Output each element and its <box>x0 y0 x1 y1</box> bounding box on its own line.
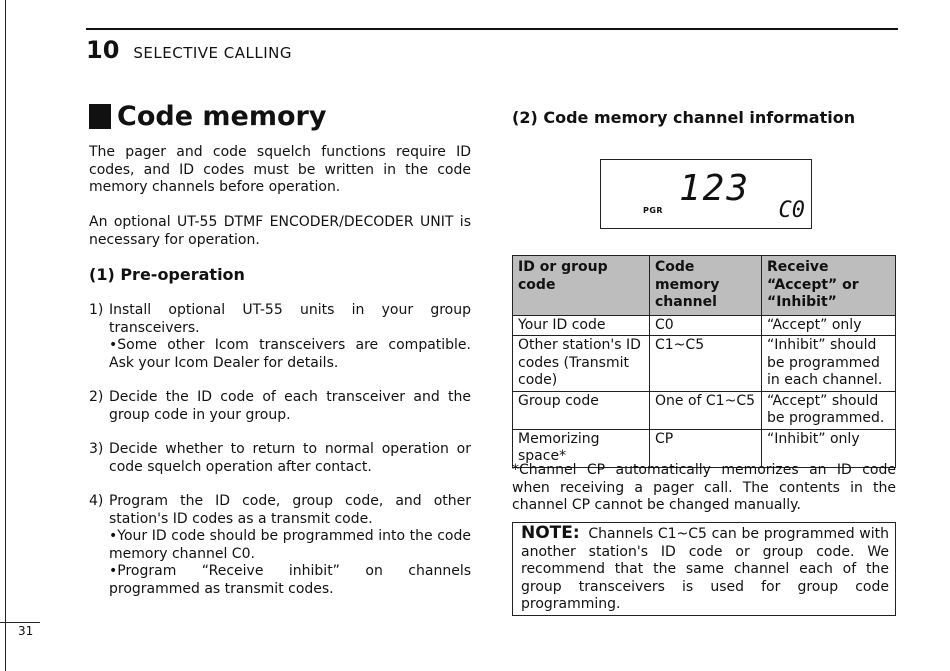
step-bullet: •Your ID code should be programmed into the code memory channel C0. <box>109 528 471 562</box>
table-cell: CP <box>650 429 762 467</box>
channel-info-table <box>512 255 896 468</box>
note-box <box>512 522 896 616</box>
step-number: 2) <box>89 389 104 405</box>
table-cell: “Inhibit” only <box>762 429 896 467</box>
heading-square-icon <box>89 104 111 129</box>
page-number: 31 <box>18 624 34 638</box>
step-text: Install optional UT-55 units in your group transceivers. <box>109 302 471 336</box>
step-text: Program the ID code, group code, and other station's ID codes as a transmit code. <box>109 493 471 527</box>
table-cell: “Accept” only <box>762 315 896 336</box>
lcd-channel-readout: C0 <box>778 198 805 223</box>
step-bullet: •Program “Receive inhibit” on channels programmed as transmit codes. <box>109 563 471 597</box>
step-item <box>89 441 471 476</box>
chapter-header <box>86 36 292 64</box>
table-footnote: *Channel CP automatically memorizes an ID code when receiving a pager call. The contents in the channel CP cannot be changed manually. <box>512 462 896 513</box>
table-row <box>513 336 896 392</box>
section-title: Code memory <box>117 101 327 132</box>
chapter-number: 10 <box>86 36 120 64</box>
preoperation-heading: (1) Pre-operation <box>89 265 245 284</box>
step-number: 4) <box>89 493 104 509</box>
intro-paragraph-2: An optional UT-55 DTMF ENCODER/DECODER UNIT is necessary for operation. <box>89 214 471 248</box>
table-cell: Your ID code <box>513 315 650 336</box>
header-rule <box>86 28 898 30</box>
table-cell: Memorizing space* <box>513 429 650 467</box>
step-text: Decide whether to return to normal operation or code squelch operation after contact. <box>109 441 471 475</box>
step-number: 1) <box>89 302 104 318</box>
table-header-cell: Receive “Accept” or “Inhibit” <box>762 256 896 316</box>
chapter-title: SELECTIVE CALLING <box>133 44 293 62</box>
step-item <box>89 302 471 372</box>
table-cell: “Inhibit” should be programmed in each channel. <box>762 336 896 392</box>
table-cell: One of C1~C5 <box>650 391 762 429</box>
step-item <box>89 493 471 598</box>
table-cell: “Accept” should be programmed. <box>762 391 896 429</box>
channel-info-heading: (2) Code memory channel information <box>512 108 856 127</box>
table-cell: C0 <box>650 315 762 336</box>
page-number-tab <box>0 622 40 623</box>
left-margin-rule <box>5 0 6 671</box>
table-row <box>513 391 896 429</box>
lcd-digits: 123 <box>679 168 751 209</box>
table-header-row <box>513 256 896 316</box>
step-bullet: •Some other Icom transceivers are compatible. Ask your Icom Dealer for details. <box>109 337 471 371</box>
table-header-cell: Code memory channel <box>650 256 762 316</box>
table-row <box>513 315 896 336</box>
note-label: NOTE: <box>521 523 580 543</box>
table-cell: Other station's ID codes (Transmit code) <box>513 336 650 392</box>
lcd-display <box>600 159 812 229</box>
step-item <box>89 389 471 424</box>
table-cell: Group code <box>513 391 650 429</box>
section-heading <box>89 101 326 132</box>
step-number: 3) <box>89 441 104 457</box>
lcd-pgr-indicator: PGR <box>643 206 664 215</box>
step-text: Decide the ID code of each transceiver and the group code in your group. <box>109 389 471 423</box>
preoperation-steps <box>89 302 471 615</box>
table-cell: C1~C5 <box>650 336 762 392</box>
note-text: Channels C1~C5 can be programmed with another station's ID code or group code. We recommend that the same channel each of the group transceivers is used for group code programming. <box>521 526 889 612</box>
intro-paragraph: The pager and code squelch functions require ID codes, and ID codes must be written in the code memory channels before operation. <box>89 144 471 195</box>
table-header-cell: ID or group code <box>513 256 650 316</box>
